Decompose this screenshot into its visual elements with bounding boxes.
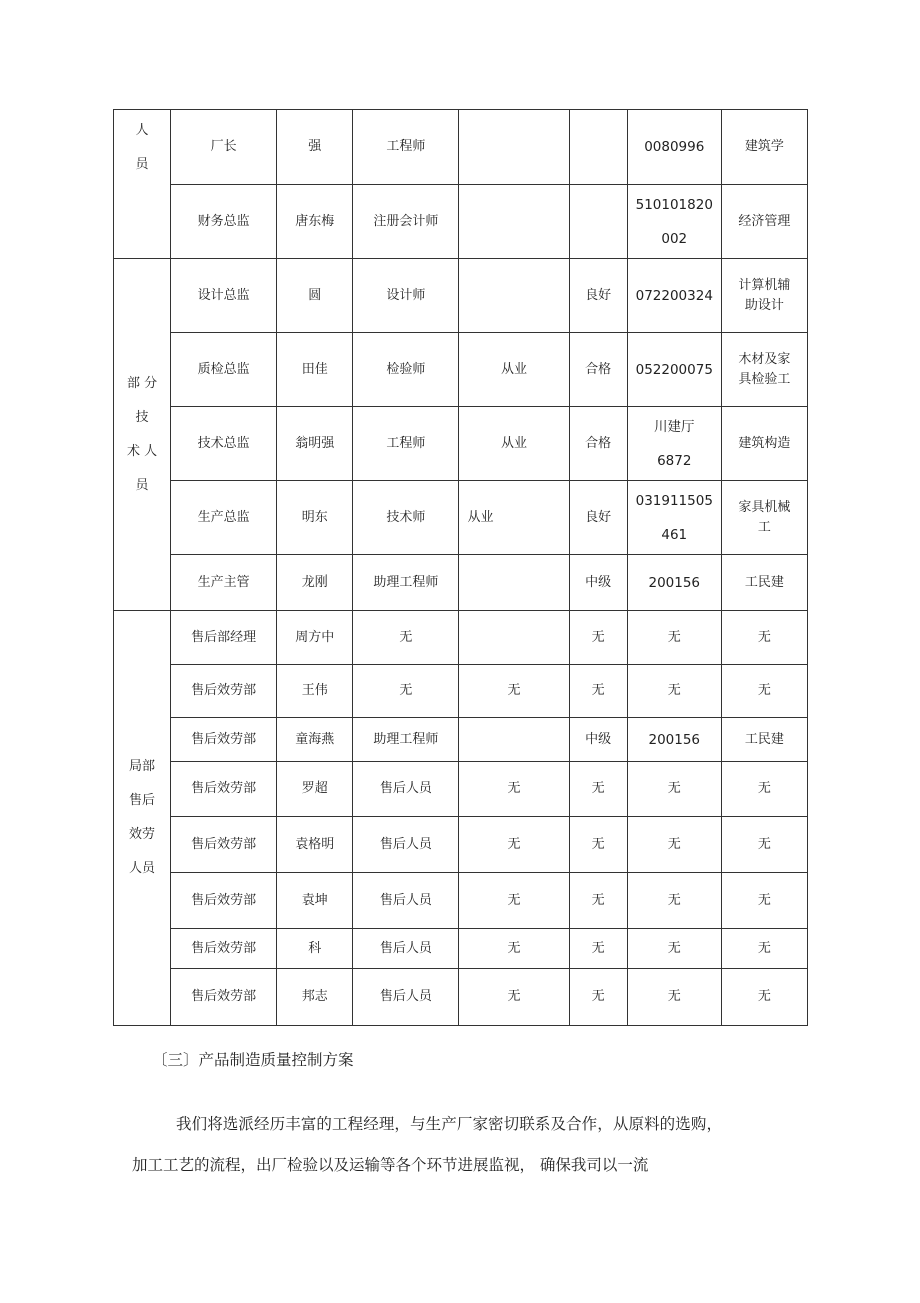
major-cell: 工民建 [721, 555, 807, 611]
certificate-cell: 无 [627, 665, 721, 718]
title-cell: 售后人员 [353, 873, 459, 929]
qualification-cell: 无 [459, 873, 569, 929]
position-cell: 售后效劳部 [171, 929, 277, 969]
table-row [114, 969, 808, 1026]
title-cell: 工程师 [353, 110, 459, 185]
name-cell: 明东 [277, 481, 353, 555]
certificate-cell: 川建厅 6872 [627, 407, 721, 481]
name-cell: 罗超 [277, 762, 353, 817]
position-cell: 生产总监 [171, 481, 277, 555]
certificate-cell: 无 [627, 817, 721, 873]
position-cell: 生产主管 [171, 555, 277, 611]
table-row [114, 665, 808, 718]
major-cell: 经济管理 [721, 185, 807, 259]
title-cell: 助理工程师 [353, 555, 459, 611]
table-row [114, 929, 808, 969]
grade-cell: 中级 [569, 718, 627, 762]
title-cell: 工程师 [353, 407, 459, 481]
major-cell: 无 [721, 762, 807, 817]
qualification-cell: 无 [459, 817, 569, 873]
major-cell: 计算机辅 助设计 [721, 259, 807, 333]
table-row [114, 611, 808, 665]
certificate-cell: 无 [627, 969, 721, 1026]
certificate-cell: 052200075 [627, 333, 721, 407]
title-cell: 无 [353, 611, 459, 665]
certificate-cell: 031911505 461 [627, 481, 721, 555]
section-heading: 〔三〕产品制造质量控制方案 [152, 1051, 354, 1069]
position-cell: 售后效劳部 [171, 762, 277, 817]
grade-cell: 中级 [569, 555, 627, 611]
name-cell: 袁格明 [277, 817, 353, 873]
grade-cell: 无 [569, 873, 627, 929]
name-cell: 强 [277, 110, 353, 185]
table-row [114, 718, 808, 762]
position-cell: 售后效劳部 [171, 665, 277, 718]
grade-cell: 无 [569, 611, 627, 665]
qualification-cell: 无 [459, 929, 569, 969]
grade-cell: 无 [569, 665, 627, 718]
category-cell: 局部 售后 效劳 人员 [114, 611, 171, 1026]
major-cell: 无 [721, 969, 807, 1026]
qualification-cell: 从业 [459, 481, 569, 555]
name-cell: 田佳 [277, 333, 353, 407]
position-cell: 售后效劳部 [171, 969, 277, 1026]
name-cell: 科 [277, 929, 353, 969]
grade-cell: 合格 [569, 333, 627, 407]
certificate-cell: 072200324 [627, 259, 721, 333]
qualification-cell [459, 259, 569, 333]
certificate-cell: 510101820 002 [627, 185, 721, 259]
title-cell: 技术师 [353, 481, 459, 555]
major-cell: 工民建 [721, 718, 807, 762]
title-cell: 售后人员 [353, 969, 459, 1026]
certificate-cell: 200156 [627, 555, 721, 611]
qualification-cell: 无 [459, 665, 569, 718]
position-cell: 财务总监 [171, 185, 277, 259]
major-cell: 无 [721, 873, 807, 929]
grade-cell: 良好 [569, 481, 627, 555]
major-cell: 建筑学 [721, 110, 807, 185]
major-cell: 无 [721, 817, 807, 873]
certificate-cell: 无 [627, 611, 721, 665]
table-row [114, 817, 808, 873]
qualification-cell [459, 555, 569, 611]
position-cell: 售后效劳部 [171, 817, 277, 873]
name-cell: 周方中 [277, 611, 353, 665]
major-cell: 无 [721, 665, 807, 718]
staff-table [113, 109, 808, 1026]
grade-cell: 合格 [569, 407, 627, 481]
certificate-cell: 无 [627, 873, 721, 929]
body-paragraph: 我们将选派经历丰富的工程经理，与生产厂家密切联系及合作，从原料的选购，加工工艺的流程，出厂检验以及运输等各个环节进展监视， 确保我司以一流 [132, 1115, 722, 1174]
name-cell: 翁明强 [277, 407, 353, 481]
grade-cell [569, 185, 627, 259]
grade-cell: 无 [569, 817, 627, 873]
qualification-cell: 从业 [459, 333, 569, 407]
name-cell: 龙刚 [277, 555, 353, 611]
qualification-cell: 无 [459, 762, 569, 817]
title-cell: 售后人员 [353, 929, 459, 969]
title-cell: 设计师 [353, 259, 459, 333]
name-cell: 袁坤 [277, 873, 353, 929]
name-cell: 唐东梅 [277, 185, 353, 259]
qualification-cell: 无 [459, 969, 569, 1026]
name-cell: 童海燕 [277, 718, 353, 762]
position-cell: 设计总监 [171, 259, 277, 333]
qualification-cell [459, 611, 569, 665]
position-cell: 售后效劳部 [171, 718, 277, 762]
name-cell: 邦志 [277, 969, 353, 1026]
certificate-cell: 无 [627, 929, 721, 969]
major-cell: 建筑构造 [721, 407, 807, 481]
title-cell: 无 [353, 665, 459, 718]
certificate-cell: 无 [627, 762, 721, 817]
name-cell: 王伟 [277, 665, 353, 718]
table-row [114, 185, 808, 259]
table-row [114, 762, 808, 817]
name-cell: 圆 [277, 259, 353, 333]
table-row [114, 110, 808, 185]
grade-cell: 良好 [569, 259, 627, 333]
table-row [114, 333, 808, 407]
grade-cell: 无 [569, 969, 627, 1026]
position-cell: 厂长 [171, 110, 277, 185]
position-cell: 售后效劳部 [171, 873, 277, 929]
major-cell: 家具机械 工 [721, 481, 807, 555]
title-cell: 售后人员 [353, 817, 459, 873]
certificate-cell: 200156 [627, 718, 721, 762]
qualification-cell [459, 718, 569, 762]
title-cell: 注册会计师 [353, 185, 459, 259]
major-cell: 无 [721, 611, 807, 665]
category-cell: 部 分 技 术 人 员 [114, 259, 171, 611]
position-cell: 售后部经理 [171, 611, 277, 665]
qualification-cell [459, 110, 569, 185]
position-cell: 质检总监 [171, 333, 277, 407]
table-row [114, 555, 808, 611]
major-cell: 木材及家 具检验工 [721, 333, 807, 407]
table-row [114, 481, 808, 555]
table-row [114, 407, 808, 481]
category-cell: 人 员 [114, 110, 171, 259]
grade-cell: 无 [569, 929, 627, 969]
table-row [114, 873, 808, 929]
position-cell: 技术总监 [171, 407, 277, 481]
table-row [114, 259, 808, 333]
title-cell: 检验师 [353, 333, 459, 407]
major-cell: 无 [721, 929, 807, 969]
title-cell: 助理工程师 [353, 718, 459, 762]
title-cell: 售后人员 [353, 762, 459, 817]
certificate-cell: 0080996 [627, 110, 721, 185]
grade-cell: 无 [569, 762, 627, 817]
grade-cell [569, 110, 627, 185]
qualification-cell [459, 185, 569, 259]
qualification-cell: 从业 [459, 407, 569, 481]
